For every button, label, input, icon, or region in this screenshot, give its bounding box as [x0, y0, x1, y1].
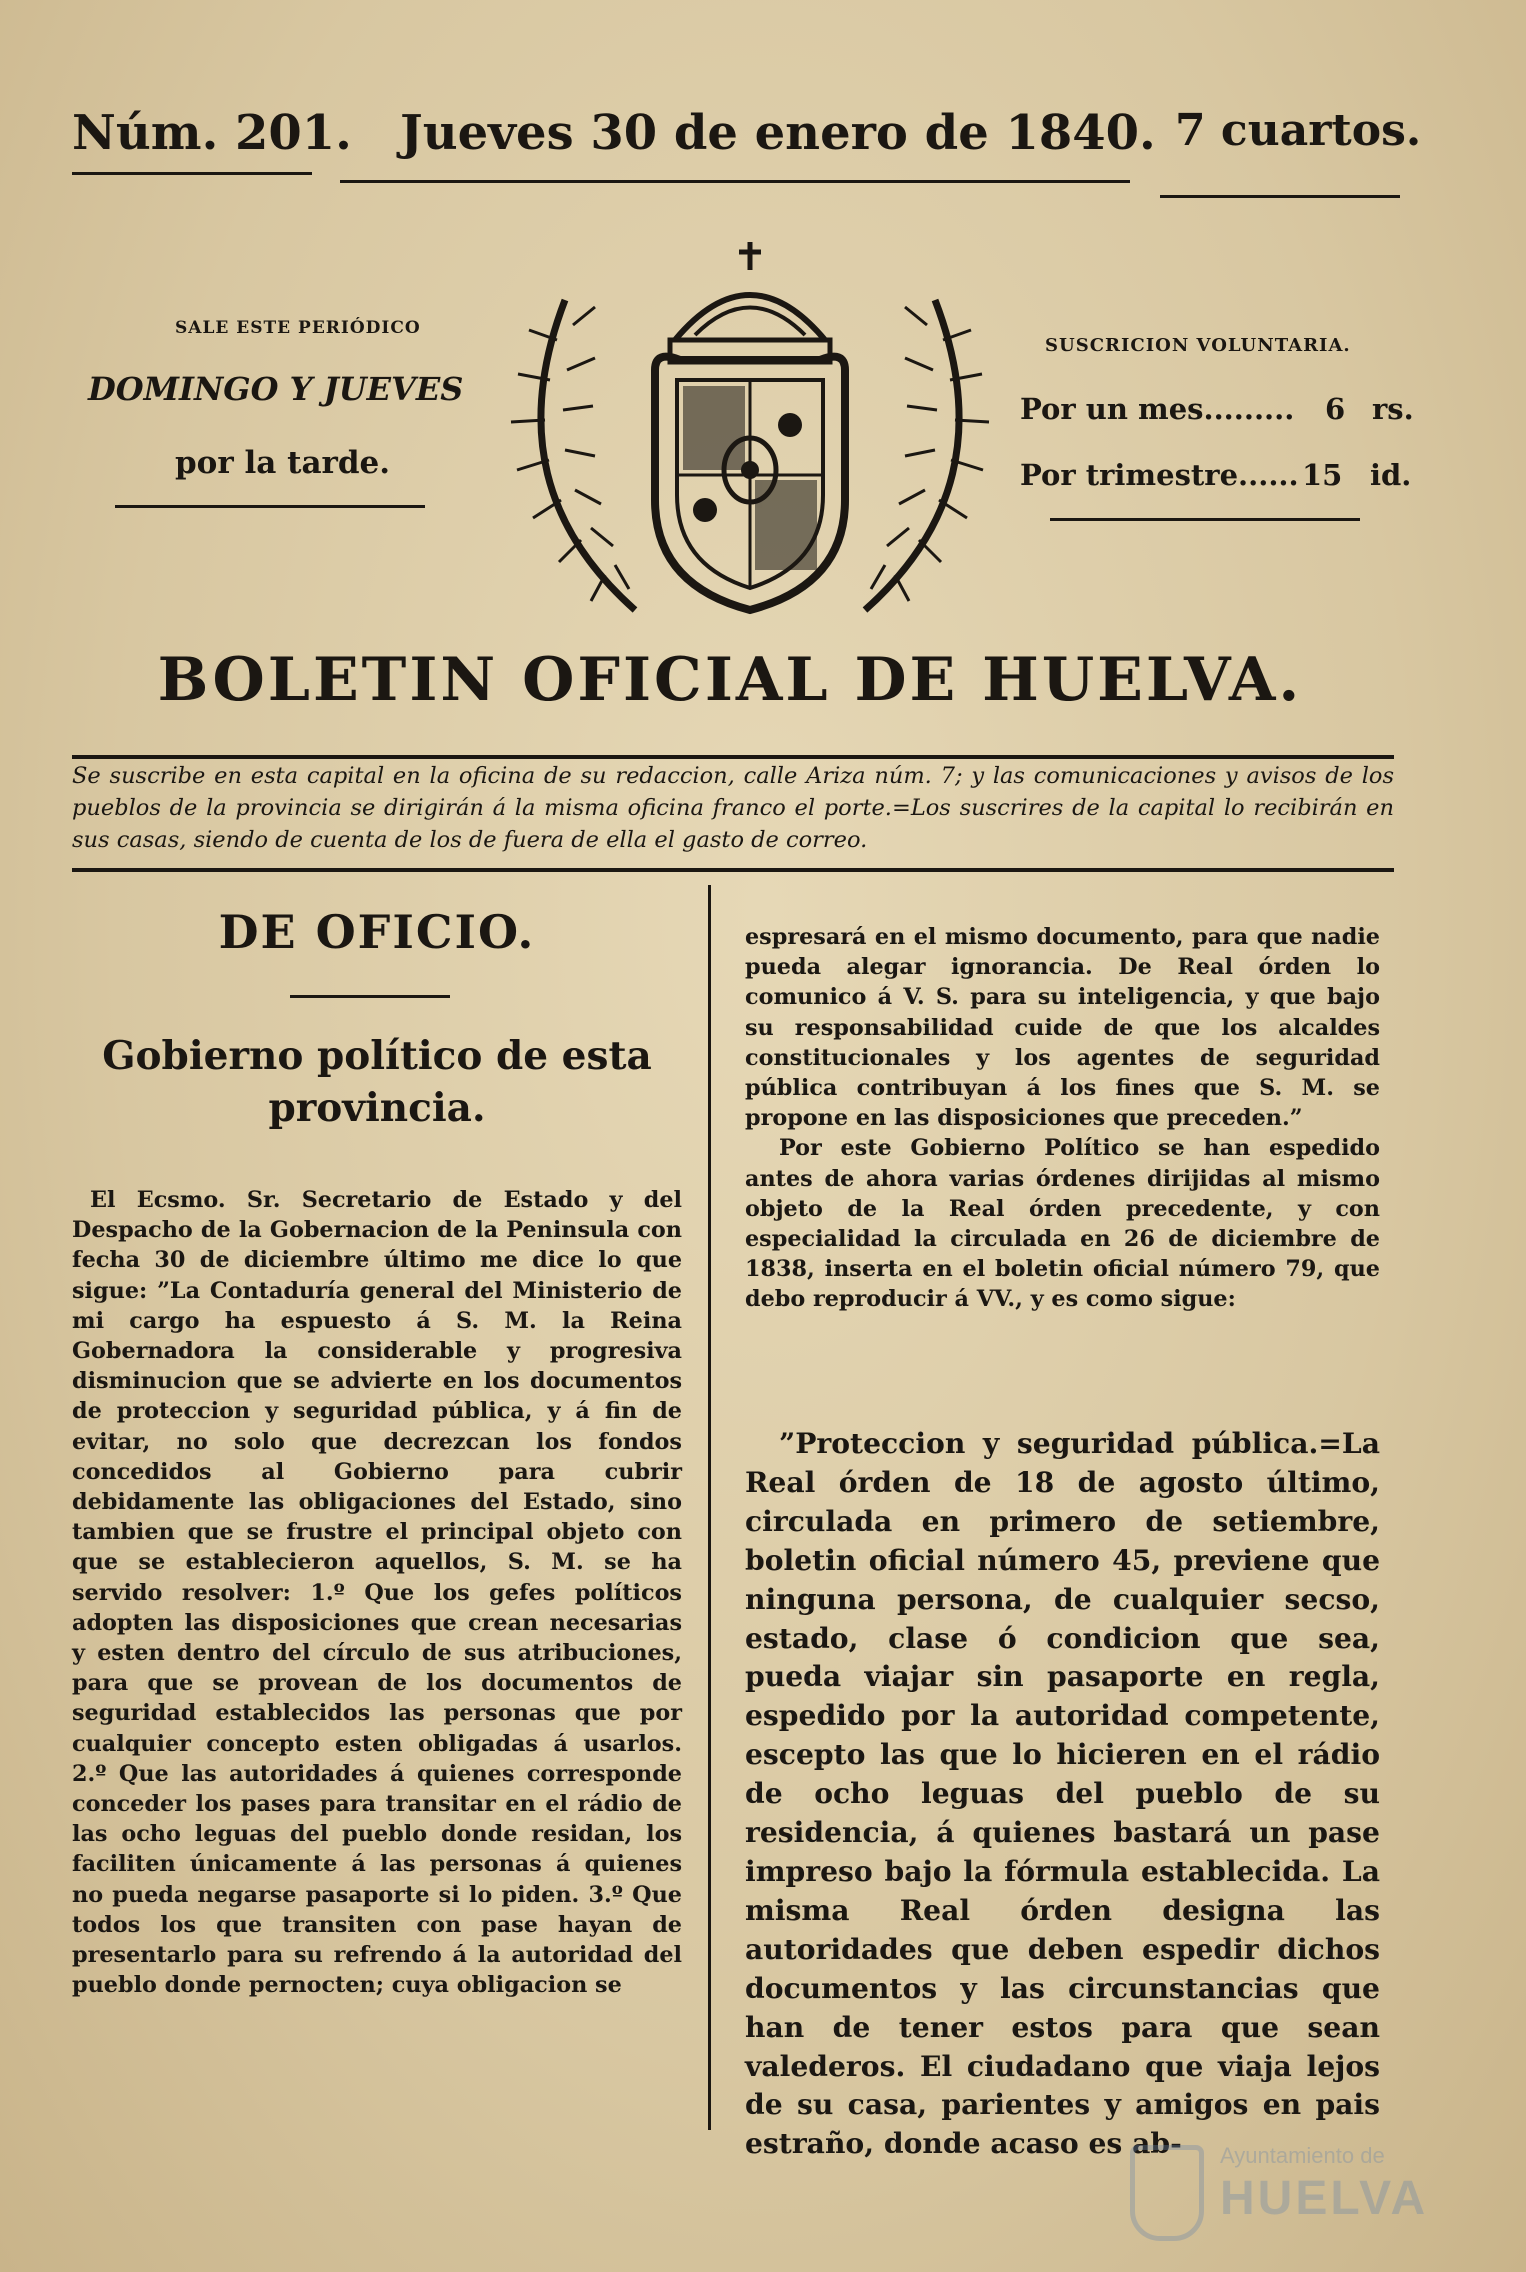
subscription-quarter-price: 15: [1302, 458, 1343, 492]
publication-time: por la tarde.: [175, 445, 391, 481]
watermark-line-2: HUELVA: [1220, 2172, 1429, 2225]
right-paragraph-3: ”Proteccion y seguridad pública.=La Real órden de 18 de agosto último, circulada en primero de setiembre, boletin oficial número 45, previene que ninguna persona, de cualquier secso, estado, clase ó condicion que sea, pueda viajar sin pasaporte en regla, espedido por la autoridad competente, escepto las que lo hicieren en el rádio de ocho leguas del pueblo de su residencia, á quienes bastará un pase impreso bajo la fórmula establecida. La misma Real órden designa las autoridades que deben espedir dichos documentos y las circunstancias que han de tener estos para que sean valederos. El ciudadano que viaja lejos de su casa, parientes y amigos en pais estraño, donde acaso es ab-: [745, 1427, 1380, 2161]
issue-date: Jueves 30 de enero de 1840.: [400, 105, 1156, 161]
issue-price: 7 cuartos.: [1175, 105, 1422, 156]
crest-icon: [1130, 2145, 1204, 2241]
issue-number: Núm. 201.: [72, 105, 352, 161]
subscription-row-month: [1020, 392, 1414, 432]
subscription-row-quarter: [1020, 458, 1410, 498]
subscription-heading: SUSCRICION VOLUNTARIA.: [1045, 335, 1351, 356]
subscription-month-price: 6: [1325, 392, 1346, 426]
section-rule: [290, 995, 450, 998]
subscription-quarter-unit: id.: [1370, 458, 1412, 492]
subscription-month-label: Por un mes.........: [1020, 392, 1295, 426]
publication-notice-heading: SALE ESTE PERIÓDICO: [175, 318, 421, 338]
header-rule-center: [340, 180, 1130, 183]
coat-of-arms-emblem: [505, 230, 995, 620]
subscription-quarter-label: Por trimestre......: [1020, 458, 1299, 492]
column-divider: [708, 885, 711, 2130]
city-council-watermark: [1130, 2135, 1460, 2245]
left-notice-rule: [115, 505, 425, 508]
right-paragraph-2: Por este Gobierno Político se han espedido antes de ahora varias órdenes dirijidas al mismo objeto de la Real órden precedente, y con especialidad la circulada en 26 de diciembre de 1838, inserta en el boletin oficial número 79, que debo reproducir á VV., y es como sigue:: [745, 1135, 1380, 1313]
subsection-heading: Gobierno político de esta provincia.: [102, 1033, 652, 1131]
right-column-body-top: [745, 922, 1380, 1315]
right-notice-rule: [1050, 518, 1360, 521]
right-paragraph-1: espresará en el mismo documento, para que nadie pueda alegar ignorancia. De Real órden lo comunico á V. S. para su inteligencia, y que bajo su responsabilidad cuide de que los alcaldes constitucionales y los agentes de seguridad pública contribuyan á los fines que S. M. se propone en las disposiciones que preceden.”: [745, 924, 1380, 1132]
header-rule-right: [1160, 195, 1400, 198]
subscription-instructions: Se suscribe en esta capital en la oficina de su redaccion, calle Ariza núm. 7; y las comunicaciones y avisos de los pueblos de la provincia se dirigirán á la misma oficina franco el porte.=Los suscrires de la capital lo recibirán en sus casas, siendo de cuenta de los de fuera de ella el gasto de correo.: [72, 763, 1394, 853]
publication-days: DOMINGO Y JUEVES: [88, 370, 464, 408]
section-heading: DE OFICIO.: [218, 905, 536, 959]
header-rule-left: [72, 172, 312, 175]
newspaper-title: BOLETIN OFICIAL DE HUELVA.: [157, 645, 1303, 715]
left-column-body: El Ecsmo. Sr. Secretario de Estado y del Despacho de la Gobernacion de la Peninsula con fecha 30 de diciembre último me dice lo que sigue: ”La Contaduría general del Ministerio de mi cargo ha espuesto á S. M. la Reina Gobernadora la considerable y progresiva disminucion que se advierte en los documentos de proteccion y seguridad pública, y á fin de evitar, no solo que decrezcan los fondos concedidos al Gobierno para cubrir debidamente las obligaciones del Estado, sino tambien que se frustre el principal objeto con que se establecieron aquellos, S. M. se ha servido resolver: 1.º Que los gefes políticos adopten las disposiciones que crean necesarias y esten dentro del círculo de sus atribuciones, para que se provean de los documentos de seguridad establecidos las personas que por cualquier concepto esten obligadas á usarlos. 2.º Que las autoridades á quienes corresponde conceder los pases para transitar en el rádio de las ocho leguas del pueblo donde residan, los faciliten únicamente á las personas á quienes no pueda negarse pasaporte si lo piden. 3.º Que todos los que transiten con pase hayan de presentarlo para su refrendo á la autoridad del pueblo donde pernocten; cuya obligacion se: [72, 1187, 682, 1999]
intro-top-rule: [72, 755, 1394, 759]
subscription-month-unit: rs.: [1372, 392, 1414, 426]
intro-bottom-rule: [72, 868, 1394, 872]
watermark-line-1: Ayuntamiento de: [1220, 2143, 1385, 2168]
